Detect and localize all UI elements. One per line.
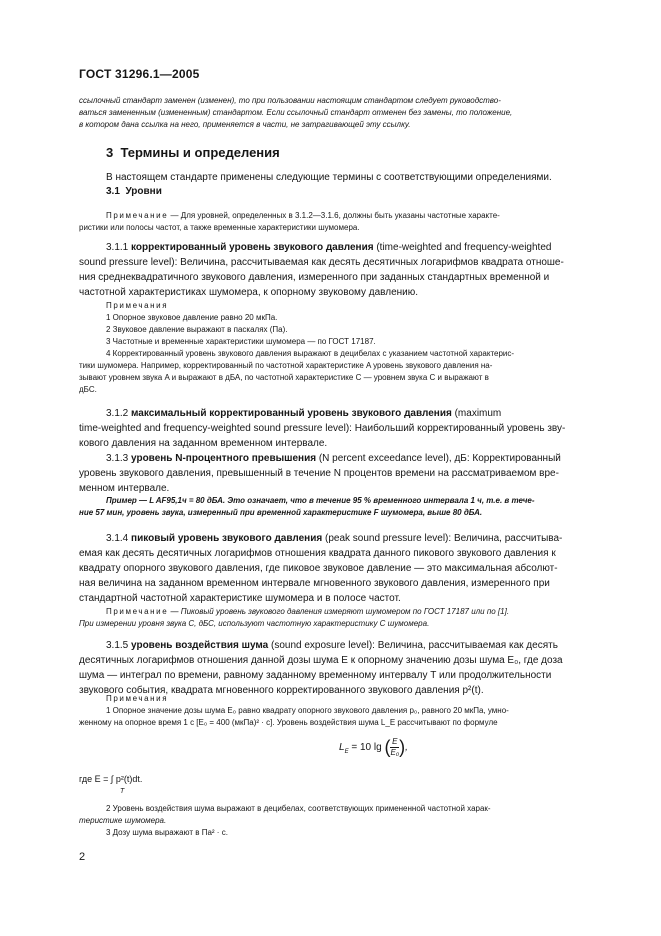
note-text: При измерении уровня звука C, дБС, используют частотную характеристику C шумомера. — [79, 619, 430, 628]
term-3-1-2 — [79, 406, 618, 451]
example-text: ние 57 мин, уровень звука, измеренный при временной характеристике F шумомера, выше 80 дБА. — [79, 508, 483, 517]
term-text: time-weighted and frequency-weighted sound pressure level): Наибольший корректированный уровень зву- — [79, 423, 566, 434]
note-3-1-4 — [79, 606, 618, 630]
formula-fraction — [390, 737, 399, 758]
section-heading — [106, 145, 280, 160]
term-text: частотной характеристиках шумомера, к опорному звуковому давлению. — [79, 287, 419, 298]
note-item: 2 Звуковое давление выражают в паскалях (Па). — [106, 325, 288, 334]
note-text: ристики или полосы частот, а также временные характеристики шумомера. — [79, 223, 360, 232]
term-text: уровень звукового давления, превышенный в течение N процентов времени на рассматриваемом вре- — [79, 468, 559, 479]
formula-lhs: L — [339, 742, 345, 754]
note-item: 1 Опорное значение дозы шума E₀ равно квадрату опорного звукового давления p₀, равного 20 мкПа, умно- — [106, 706, 509, 715]
note-item: тики шумомера. Например, корректированный по частотной характеристике A уровень звукового давления на- — [79, 361, 493, 370]
term-text: (sound exposure level): Величина, рассчитываемая как десять — [270, 640, 558, 651]
intro-line: ссылочный стандарт заменен (изменен), то при пользовании настоящим стандартом следует руководство- — [79, 96, 501, 105]
term-text: менном интервале. — [79, 483, 170, 494]
term-3-1-5 — [79, 638, 618, 698]
integral-lower: T — [120, 788, 125, 795]
note-item: дБС. — [79, 385, 97, 394]
note-item: зывают уровнем звука A и выражают в дБА, по частотной характеристике C — уровнем звука C и выражают в — [79, 373, 489, 382]
formula-numerator: E — [392, 737, 398, 746]
term-text: звукового события, квадрата мгновенного корректированного звукового давления p²(t). — [79, 685, 484, 696]
intro-paragraph — [79, 95, 618, 131]
term-text: емая как десять десятичных логарифмов отношения квадрата данного пикового звукового давления к — [79, 548, 556, 559]
intro-line: ваться замененным (измененным) стандартом. Если ссылочный стандарт отменен без замены, то положение, — [79, 108, 513, 117]
term-text: десятичных логарифмов отношения данной дозы шума E к опорному значению дозы шума E₀, где доза — [79, 655, 563, 666]
term-number: 3.1.1 — [106, 242, 129, 253]
section-lead: В настоящем стандарте применены следующие термины с соответствующими определениями. — [106, 172, 552, 183]
term-text: квадрату опорного звукового давления, где пиковое звуковое давление — это максимальная абсолют- — [79, 563, 558, 574]
term-text: стандартной частотной характеристике шумомера и в полосе частот. — [79, 593, 401, 604]
note-text: — Для уровней, определенных в 3.1.2—3.1.6, должны быть указаны частотные характе- — [170, 211, 500, 220]
page-number: 2 — [79, 851, 86, 863]
notes-3-1-5-cont — [79, 803, 618, 839]
term-text: шума — интеграл по времени, равному заданному временному интервалу T или продолжительности — [79, 670, 552, 681]
term-number: 3.1.5 — [106, 640, 129, 651]
example-3-1-3 — [79, 495, 618, 519]
section-title: Термины и определения — [120, 145, 280, 160]
section-number: 3 — [106, 145, 114, 160]
term-text: (N percent exceedance level), дБ: Корректированный — [318, 453, 561, 464]
note-label: Примечание — [106, 607, 169, 616]
note-item: 3 Дозу шума выражают в Па² · с. — [106, 828, 228, 837]
intro-line: в котором дана ссылка на него, применяется в части, не затрагивающей эту ссылку. — [79, 120, 411, 129]
term-text: кового давления на заданном временном интервале. — [79, 438, 328, 449]
note-item: 1 Опорное звуковое давление равно 20 мкПа. — [106, 313, 278, 322]
subsection-heading — [106, 186, 162, 197]
notes-3-1-5 — [79, 693, 618, 729]
term-3-1-1 — [79, 240, 618, 300]
term-number: 3.1.4 — [106, 533, 129, 544]
example-text: Пример — L AF95,1ч = 80 дБА. Это означает, что в течение 95 % временного интервала 1 ч, т.е. в тече- — [106, 496, 535, 505]
term-name: пиковый уровень звукового давления — [131, 533, 323, 544]
notes-label: Примечания — [106, 301, 169, 310]
integral-text: где E = ∫ p²(t)dt. — [79, 774, 143, 784]
formula-mid: = 10 lg — [351, 742, 382, 754]
term-text: (peak sound pressure level): Величина, рассчитыва- — [324, 533, 563, 544]
integral-definition — [79, 774, 143, 795]
note-label: Примечание — [106, 211, 169, 220]
notes-3-1-1 — [79, 300, 618, 396]
term-text: (time-weighted and frequency-weighted — [376, 242, 552, 253]
note-item: 4 Корректированный уровень звукового давления выражают в децибелах с указанием частотной характерис- — [106, 349, 515, 358]
term-text: ная величина на заданном временном интервале мгновенного звукового давления, измеренного при — [79, 578, 550, 589]
formula-sub: E — [344, 749, 349, 756]
term-3-1-3 — [79, 451, 618, 496]
note-item: 2 Уровень воздействия шума выражают в децибелах, соответствующих примененной частотной харак- — [106, 804, 491, 813]
term-text: (maximum — [454, 408, 502, 419]
note-item: женному на опорное время 1 с [E₀ = 400 (мкПа)² · с]. Уровень воздействия шума L_E рассчитывают по формуле — [79, 718, 498, 727]
term-number: 3.1.3 — [106, 453, 129, 464]
formula-le: $L_E = 10$ lg ( $\frac{E}{\text{E₀}}$ ), — [339, 737, 408, 757]
note-levels — [79, 210, 618, 234]
term-number: 3.1.2 — [106, 408, 129, 419]
formula-denominator: E₀ — [390, 748, 400, 757]
term-name: уровень воздействия шума — [131, 640, 269, 651]
notes-label: Примечания — [106, 694, 169, 703]
term-name: уровень N-процентного превышения — [131, 453, 317, 464]
note-text: — Пиковый уровень звукового давления измеряют шумомером по ГОСТ 17187 или по [1]. — [170, 607, 510, 616]
note-item: теристике шумомера. — [79, 816, 167, 825]
term-text: sound pressure level): Величина, рассчитываемая как десять десятичных логарифмов квадрата отноше- — [79, 257, 564, 268]
subsection-title: Уровни — [125, 186, 162, 197]
term-name: максимальный корректированный уровень звукового давления — [131, 408, 452, 419]
term-3-1-4 — [79, 531, 618, 606]
note-item: 3 Частотные и временные характеристики шумомера — по ГОСТ 17187. — [106, 337, 376, 346]
term-text: ния среднеквадратичного звукового давления, измеренного при заданных стандартных временной и — [79, 272, 550, 283]
subsection-number: 3.1 — [106, 186, 120, 197]
term-name: корректированный уровень звукового давления — [131, 242, 374, 253]
document-header: ГОСТ 31296.1—2005 — [79, 67, 200, 81]
